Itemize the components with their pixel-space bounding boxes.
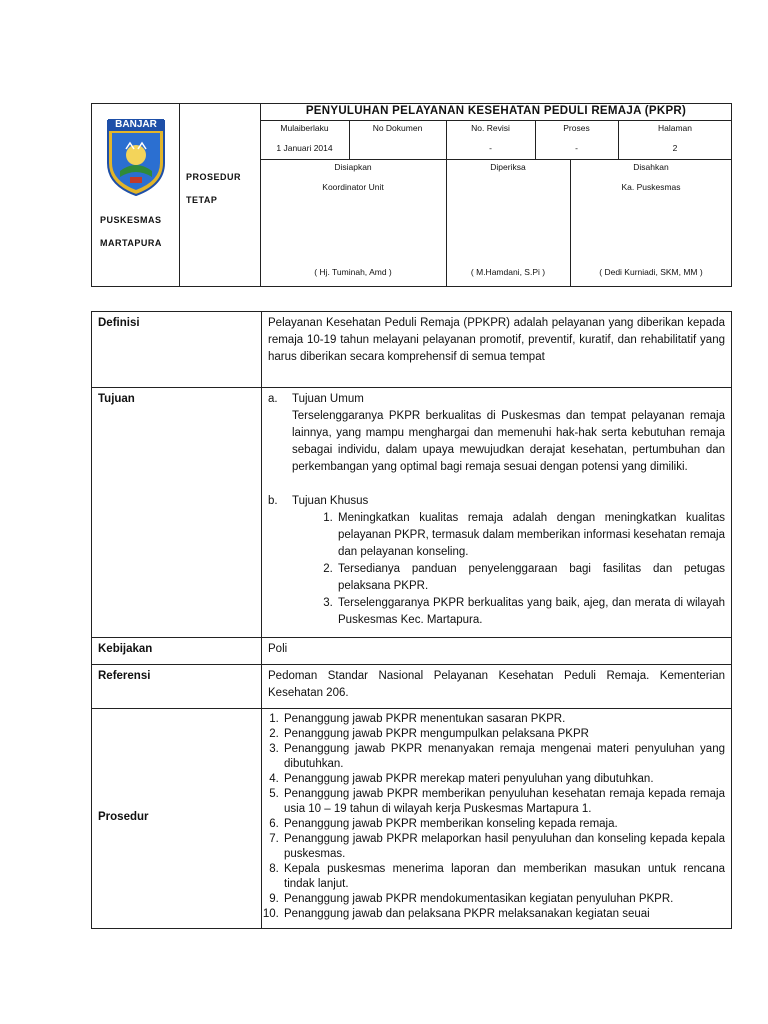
meta-header-revisi: No. Revisi [471,123,510,133]
tujuan-umum-title: Tujuan Umum [292,393,364,405]
tujuan-content [262,388,732,638]
tujuan-umum-text: Terselenggaranya PKPR berkualitas di Puskesmas dan tempat pelayanan remaja lainnya, yang mampu menghargai dan memenuhi hak-hak serta kebutuhan remaja sebagai individu, dalam upaya mewujudkan derajat kesehatan, pertumbuhan dan perkembangan yang optimal bagi remaja sesuai dengan potensi yang dimiliki. [292,410,725,473]
kebijakan-text: Poli [262,638,732,665]
sign-name-disiapkan: ( Hj. Tuminah, Amd ) [314,267,392,277]
prosedur-content [262,709,732,929]
org-name-line2: MARTAPURA [100,238,162,248]
list-item: 4. Penanggung jawab PKPR merekap materi penyuluhan yang dibutuhkan. [282,772,725,787]
sign-name-diperiksa: ( M.Hamdani, S.Pi ) [470,267,546,277]
sign-name-disahkan: ( Dedi Kurniadi, SKM, MM ) [599,267,703,277]
tujuan-umum-marker: a. [268,393,278,405]
definisi-text: Pelayanan Kesehatan Peduli Remaja (PPKPR) adalah pelayanan yang diberikan kepada remaja 10-19 tahun melayani pelayanan promotif, preventif, kuratif, dan rehabilitatif yang harus diberikan secara komprehensif di semua tempat [262,312,732,388]
list-item: 5. Penanggung jawab PKPR memberikan penyuluhan kesehatan remaja kepada remaja usia 10 – 19 tahun di wilayah kerja Puskesmas Martapura 1. [282,787,725,817]
label-definisi: Definisi [92,312,262,388]
meta-header-mulai: Mulaiberlaku [280,123,329,133]
logo-text: BANJAR [115,119,157,130]
list-item: 1. Penanggung jawab PKPR menentukan sasaran PKPR. [282,712,725,727]
label-prosedur: Prosedur [92,709,262,929]
tujuan-khusus [268,493,725,629]
label-kebijakan: Kebijakan [92,638,262,665]
meta-header-halaman: Halaman [657,123,693,133]
meta-value-proses: - [575,143,578,153]
org-name-line1: PUSKESMAS [100,215,162,225]
sop-label-line1: PROSEDUR [186,172,242,182]
tujuan-khusus-list [292,510,725,629]
list-item: 2. Tersedianya panduan penyelenggaraan bagi fasilitas dan petugas pelaksana PKPR. [336,561,725,595]
row-definisi [92,312,732,388]
meta-value-revisi: - [489,143,492,153]
sop-label-line2: TETAP [186,195,218,205]
meta-header-proses: Proses [563,123,590,133]
list-item: 8. Kepala puskesmas menerima laporan dan memberikan masukan untuk rencana tindak lanjut. [282,862,725,892]
sop-content-table [91,311,732,929]
row-kebijakan [92,638,732,665]
list-item: 3. Terselenggaranya PKPR berkualitas yang baik, ajeg, dan merata di wilayah Puskesmas Kec. Martapura. [336,595,725,629]
row-referensi [92,665,732,709]
row-tujuan [92,388,732,638]
referensi-text: Pedoman Standar Nasional Pelayanan Kesehatan Peduli Remaja. Kementerian Kesehatan 206. [262,665,732,709]
meta-header-dokumen: No Dokumen [372,123,423,133]
banjar-logo [100,115,172,197]
list-item: 2. Penanggung jawab PKPR mengumpulkan pelaksana PKPR [282,727,725,742]
header-table [91,103,732,287]
list-item: 6. Penanggung jawab PKPR memberikan konseling kepada remaja. [282,817,725,832]
sign-header-disiapkan: Disiapkan [334,162,372,172]
list-item: 7. Penanggung jawab PKPR melaporkan hasil penyuluhan dan konseling kepada kepala puskesmas. [282,832,725,862]
tujuan-khusus-marker: b. [268,495,278,507]
document-title: PENYULUHAN PELAYANAN KESEHATAN PEDULI REMAJA (PKPR) [305,105,687,117]
list-item: 3. Penanggung jawab PKPR menanyakan remaja mengenai materi penyuluhan yang dibutuhkan. [282,742,725,772]
label-referensi: Referensi [92,665,262,709]
sign-role-disiapkan: Koordinator Unit [322,182,384,192]
meta-value-mulai: 1 Januari 2014 [276,143,333,153]
label-tujuan: Tujuan [92,388,262,638]
list-item: 1. Meningkatkan kualitas remaja adalah dengan meningkatkan kualitas pelayanan PKPR, termasuk dalam memberikan informasi kesehatan remaja dan pelayanan konseling. [336,510,725,561]
row-prosedur [92,709,732,929]
list-item: 10. Penanggung jawab dan pelaksana PKPR melaksanakan kegiatan seuai [282,907,725,922]
sign-header-disahkan: Disahkan [633,162,669,172]
prosedur-list [264,712,725,922]
tujuan-umum [268,391,725,476]
list-item: 9. Penanggung jawab PKPR mendokumentasikan kegiatan penyuluhan PKPR. [282,892,725,907]
meta-value-halaman: 2 [672,143,678,153]
tujuan-khusus-title: Tujuan Khusus [292,495,369,507]
sign-role-disahkan: Ka. Puskesmas [621,182,681,192]
sign-header-diperiksa: Diperiksa [490,162,526,172]
